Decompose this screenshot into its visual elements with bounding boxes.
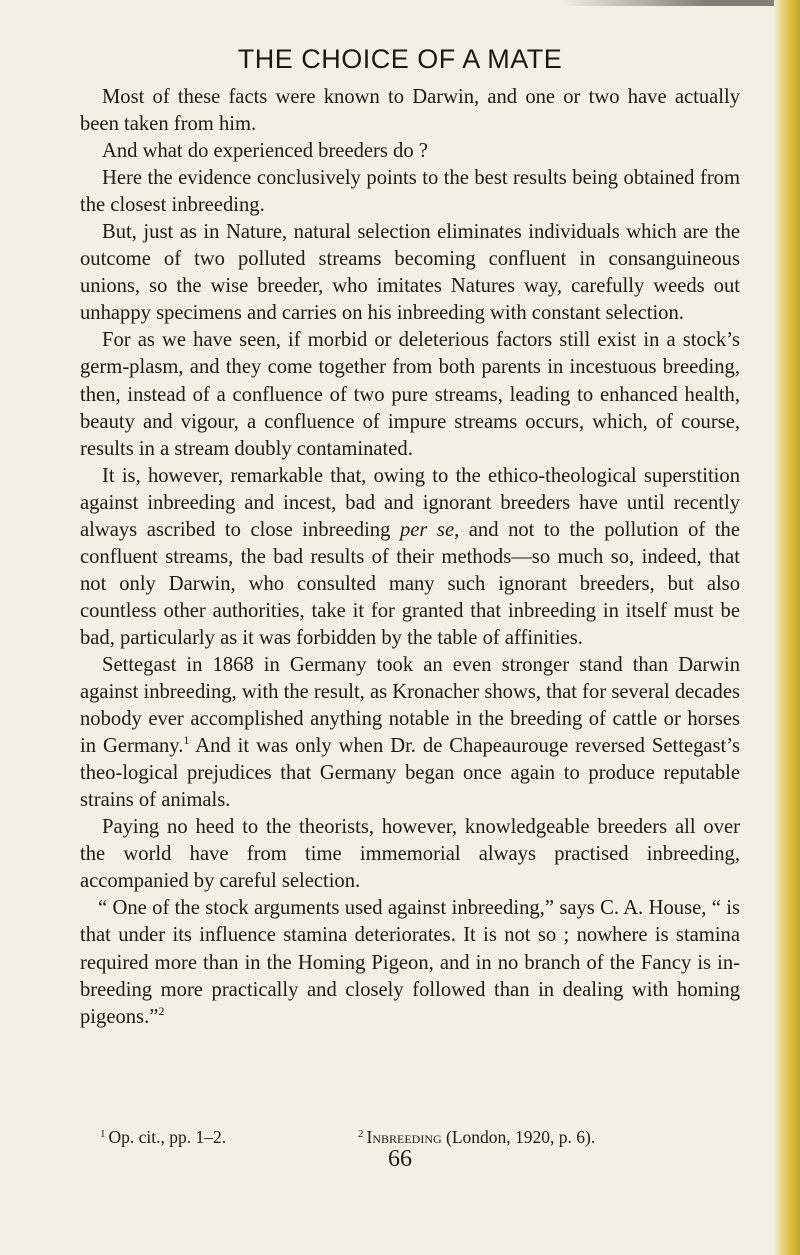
footnote-2-title: Inbreeding <box>366 1127 442 1147</box>
paragraph-4: But, just as in Nature, natural selection eliminates individuals which are the outcome of two polluted streams becoming confluent in consanguineous unions, so the wise breeder, who imitates Natures way, carefully weeds out unhappy specimens and carries on his inbreeding with constant selection. <box>80 221 740 325</box>
footnote-ref-2: 2 <box>158 1003 165 1018</box>
paragraph-7-part-2: And it was only when Dr. de Chapeaurouge reversed Settegast’s theo-logical prejudices that Germany began once again to produce reputable strains of animals. <box>80 735 740 812</box>
paragraph-1: Most of these facts were known to Darwin, and one or two have actually been taken from him. <box>80 86 740 136</box>
page-number: 66 <box>388 1146 412 1172</box>
paragraph-7 <box>80 652 740 814</box>
paragraph-2: And what do experienced breeders do ? <box>102 140 428 163</box>
footnote-2-text: (London, 1920, p. 6). <box>441 1127 596 1147</box>
paragraph-6-part-1: It is, however, remarkable that, owing to the ethico-theological superstition against inbreeding and incest, bad and ignorant breeders have until recently always ascribed to close inbreeding <box>80 464 740 541</box>
footnote-1 <box>100 1123 226 1148</box>
paragraph-6 <box>80 463 740 652</box>
body-text <box>80 84 740 1031</box>
footnote-1-text: Op. cit., pp. 1–2. <box>108 1127 227 1147</box>
italic-per-se: per se <box>399 518 455 541</box>
paragraph-6-part-2: , and not to the pollution of the confluent streams, the bad results of their methods—so much so, indeed, that not only Darwin, who consulted many such ignorant breeders, but also countless other authorities, take it for granted that inbreeding in itself must be bad, particularly as it was forbidden by the table of affinities. <box>80 518 740 649</box>
footnote-2-mark: 2 <box>358 1128 364 1140</box>
gilded-page-edge <box>774 0 800 1255</box>
paragraph-7-part-1: Settegast in 1868 in Germany took an even stronger stand than Darwin against inbreeding, with the result, as Kronacher shows, that for several decades nobody ever accomplished anything notable in the breeding of cattle or horses in Germany. <box>80 653 740 758</box>
paragraph-9-quote: “ One of the stock arguments used against inbreeding,” says C. A. House, “ is that under its influence stamina deteriorates. It is not so ; nowhere is stamina required more than in the Homing Pigeon, and in no branch of the Fancy is in-breeding more practically and closely followed than in dealing with homing pigeons.” <box>80 897 740 1028</box>
paragraph-9 <box>80 895 740 1030</box>
footnote-1-mark: 1 <box>100 1128 106 1140</box>
paragraph-3: Here the evidence conclusively points to the best results being obtained from the closest inbreeding. <box>80 167 740 217</box>
top-shadow-rule <box>560 0 800 6</box>
paragraph-8: Paying no heed to the theorists, however, knowledgeable breeders all over the world have from time immemorial always practised inbreeding, accompanied by careful selection. <box>80 816 740 893</box>
running-head: THE CHOICE OF A MATE <box>237 44 563 74</box>
footnote-ref-1: 1 <box>183 733 190 748</box>
paragraph-5: For as we have seen, if morbid or deleterious factors still exist in a stock’s germ-plasm, and they come together from both parents in incestuous breeding, then, instead of a confluence of two pure streams, leading to enhanced health, beauty and vigour, a confluence of impure streams occurs, which, of course, results in a stream doubly contaminated. <box>80 329 740 460</box>
footnote-2 <box>358 1123 595 1148</box>
